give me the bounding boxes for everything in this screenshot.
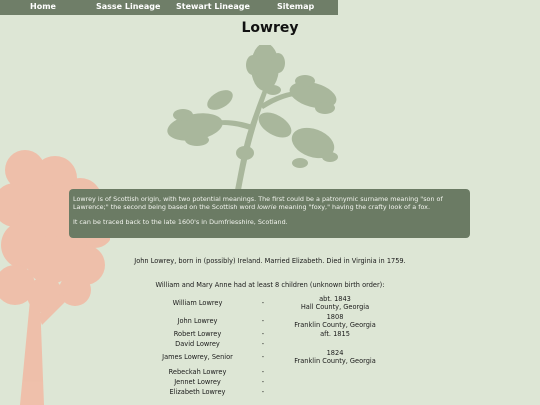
child-name: Elizabeth Lowrey	[169, 388, 226, 396]
child-name: David Lowrey	[175, 340, 220, 348]
parents-line: John Lowrey, born in (possibly) Ireland. Married Elizabeth. Died in Virginia in 1759.	[134, 257, 406, 265]
child-dash: -	[261, 317, 265, 325]
child-dash: -	[261, 378, 265, 386]
child-birth: aft. 1815	[320, 330, 350, 338]
history-paragraph: It can be traced back to the late 1600's in Dumfriesshire, Scotland.	[73, 218, 288, 226]
child-row	[130, 313, 390, 329]
nav-sitemap-link[interactable]: Sitemap	[277, 2, 315, 11]
child-dash: -	[261, 388, 265, 396]
lowrie-word: lowrie	[257, 203, 277, 211]
intro-panel	[69, 189, 470, 238]
child-name: James Lowrey, Senior	[162, 353, 233, 361]
child-name: William Lowrey	[172, 299, 223, 307]
child-birth: abt. 1843 Hall County, Georgia	[300, 295, 370, 311]
child-name: Rebeckah Lowrey	[168, 368, 227, 376]
child-row	[130, 349, 390, 365]
child-birth: 1824 Franklin County, Georgia	[294, 349, 376, 365]
child-dash: -	[261, 330, 265, 338]
top-navigation-bar	[0, 0, 338, 15]
oak-branch-icon	[165, 45, 340, 190]
child-dash: -	[261, 368, 265, 376]
child-name: Robert Lowrey	[173, 330, 222, 338]
children-intro: William and Mary Anne had at least 8 children (unknown birth order):	[155, 281, 385, 289]
child-dash: -	[261, 353, 265, 361]
child-dash: -	[261, 340, 265, 348]
origin-paragraph: Lowrey is of Scottish origin, with two potential meanings. The first could be a patronymic surname meaning "son of Lawrence;" the second being based on the Scottish word lowrie meaning "foxy," having the crafty look of a fox.	[73, 195, 443, 211]
child-birth: 1808 Franklin County, Georgia	[294, 313, 376, 329]
child-name: John Lowrey	[177, 317, 218, 325]
child-name: Jennet Lowrey	[174, 378, 221, 386]
nav-home-link[interactable]: Home	[30, 2, 56, 11]
child-row	[130, 295, 390, 311]
nav-sasse-lineage-link[interactable]: Sasse Lineage	[96, 2, 161, 11]
nav-stewart-lineage-link[interactable]: Stewart Lineage	[176, 2, 250, 11]
child-dash: -	[261, 299, 265, 307]
page-title: Lowrey	[241, 20, 299, 36]
child-row	[130, 389, 390, 401]
